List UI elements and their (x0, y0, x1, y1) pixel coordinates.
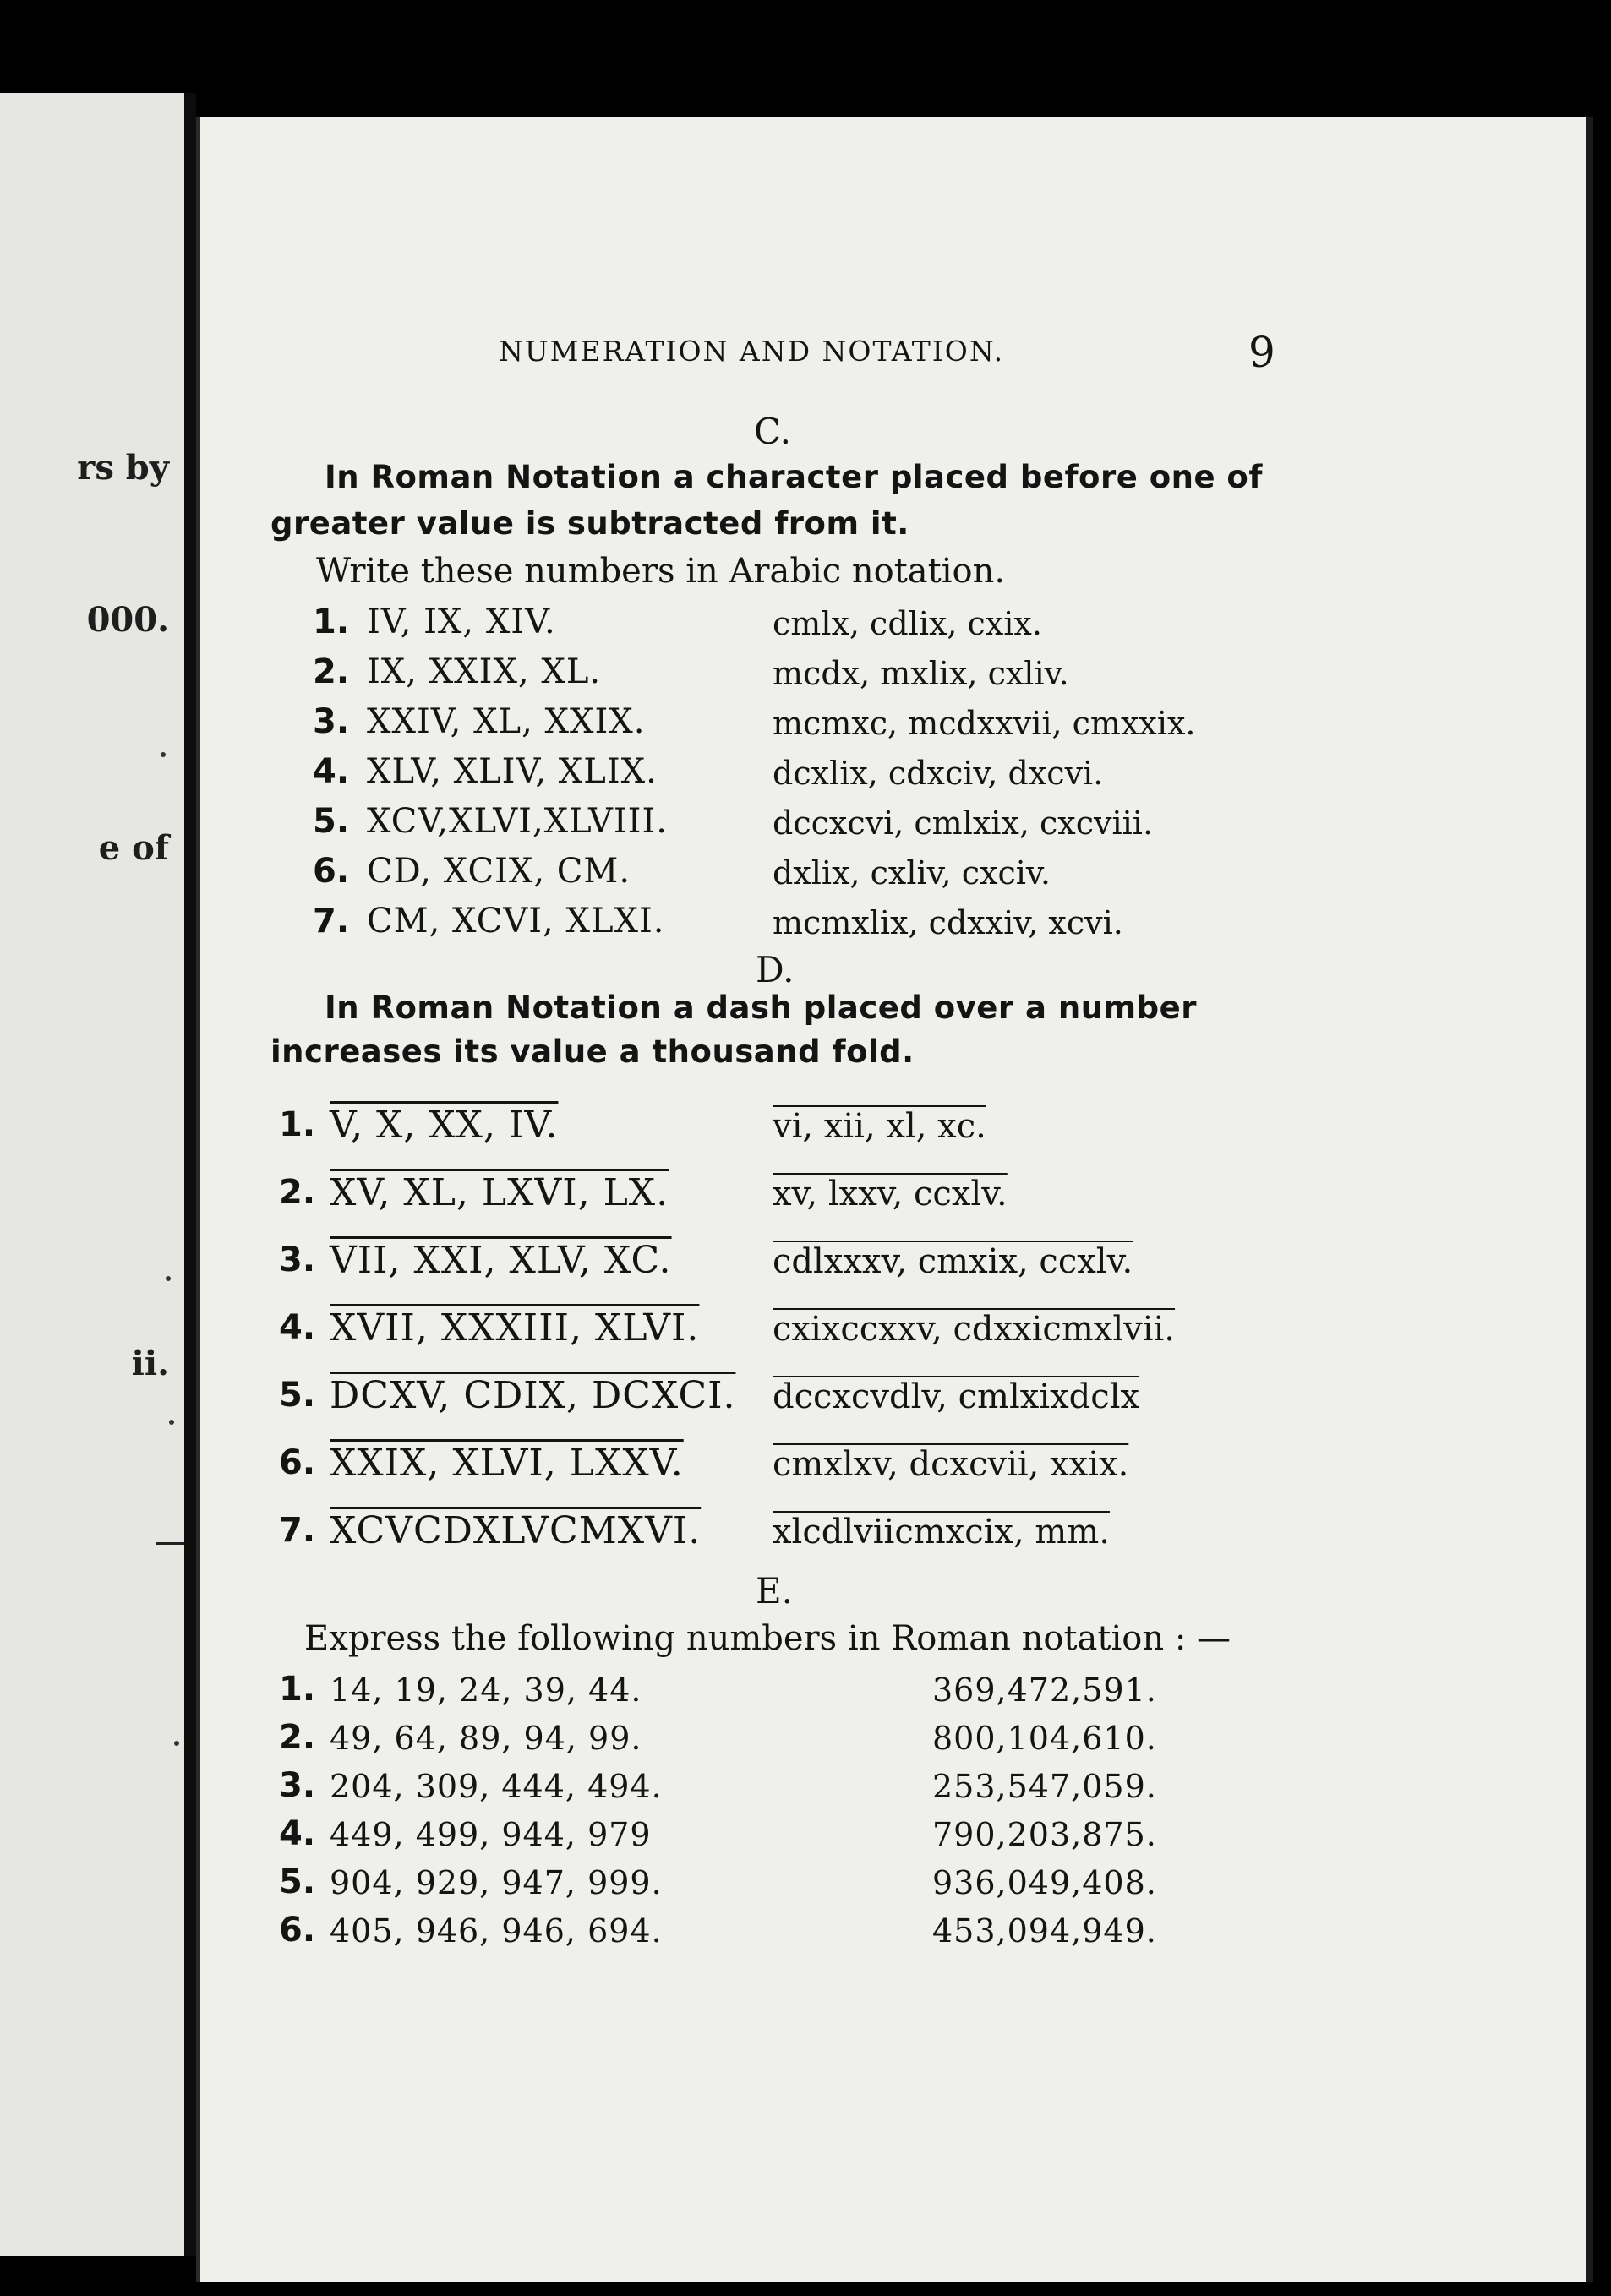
roman-numerals: CD, XCIX, CM. (367, 852, 631, 891)
lowercase-numerals: dccxcvi, cmlxix, cxcviii. (773, 804, 1154, 842)
lowercase-numerals: cmlx, cdlix, cxix. (773, 605, 1042, 642)
section-e-instruction: Express the following numbers in Roman notation : — (304, 1619, 1231, 1658)
row-number: 2. (279, 1718, 316, 1757)
section-e-heading: E. (756, 1570, 794, 1612)
lowercase-numerals: dxlix, cxliv, cxciv. (773, 854, 1051, 892)
large-arabic-number: 453,094,949. (932, 1912, 1157, 1950)
row-number: 1. (279, 1670, 316, 1709)
page-corner (1553, 117, 1590, 130)
lowercase-numerals-overlined: cmxlxv, dcxcvii, xxix. (773, 1445, 1129, 1484)
section-d-rule: increases its value a thousand fold. (270, 1033, 915, 1070)
roman-numerals-overlined: DCXV, CDIX, DCXCI. (330, 1374, 736, 1417)
row-number: 6. (313, 852, 350, 891)
section-c-rule: greater value is subtracted from it. (270, 505, 909, 542)
page-speck (166, 1276, 171, 1281)
lowercase-numerals-overlined: xv, lxxv, ccxlv. (773, 1175, 1008, 1213)
row-number: 4. (279, 1814, 316, 1853)
large-arabic-number: 253,547,059. (932, 1768, 1157, 1805)
roman-numerals-overlined: XV, XL, LXVI, LX. (330, 1171, 669, 1214)
section-c-rule: In Roman Notation a character placed before one of (325, 459, 1263, 495)
lowercase-numerals-overlined: vi, xii, xl, xc. (773, 1107, 986, 1146)
arabic-numbers: 49, 64, 89, 94, 99. (330, 1720, 642, 1757)
arabic-numbers: 449, 499, 944, 979 (330, 1816, 652, 1853)
lowercase-numerals: mcdx, mxlix, cxliv. (773, 655, 1069, 692)
row-number: 7. (279, 1511, 316, 1550)
roman-numerals: IV, IX, XIV. (367, 603, 556, 641)
row-number: 2. (279, 1173, 316, 1212)
row-number: 4. (313, 752, 350, 791)
arabic-numbers: 204, 309, 444, 494. (330, 1768, 663, 1805)
left-page-fragment: ii. (131, 1344, 169, 1383)
book-gutter (184, 93, 196, 2256)
section-d-heading: D. (756, 949, 795, 990)
left-page-fragment: 000. (86, 600, 169, 640)
row-number: 7. (313, 902, 350, 941)
roman-numerals: IX, XXIX, XL. (367, 652, 602, 691)
row-number: 2. (313, 652, 350, 691)
roman-numerals: XLV, XLIV, XLIX. (367, 752, 658, 791)
arabic-numbers: 405, 946, 946, 694. (330, 1912, 663, 1950)
row-number: 6. (279, 1443, 316, 1482)
roman-numerals-overlined: V, X, XX, IV. (330, 1104, 559, 1147)
book-page (196, 117, 1593, 2282)
large-arabic-number: 790,203,875. (932, 1816, 1157, 1853)
roman-numerals-overlined: XCVCDXLVCMXVI. (330, 1509, 702, 1552)
lowercase-numerals-overlined: cdlxxxv, cmxix, ccxlv. (773, 1242, 1133, 1281)
page-speck (161, 752, 166, 757)
row-number: 5. (313, 802, 350, 841)
roman-numerals: CM, XCVI, XLXI. (367, 902, 665, 941)
left-facing-page (0, 93, 184, 2256)
lowercase-numerals-overlined: dccxcvdlv, cmlxixdclx (773, 1377, 1140, 1416)
section-c-instruction: Write these numbers in Arabic notation. (316, 552, 1006, 591)
page-speck (169, 1420, 174, 1425)
left-page-fragment: e of (98, 828, 169, 868)
page-speck (174, 1741, 179, 1746)
left-page-rule (156, 1542, 184, 1545)
row-number: 4. (279, 1308, 316, 1347)
roman-numerals-overlined: XVII, XXXIII, XLVI. (330, 1306, 700, 1350)
row-number: 1. (313, 603, 350, 641)
lowercase-numerals: mcmxc, mcdxxvii, cmxxix. (773, 705, 1196, 742)
running-header: NUMERATION AND NOTATION. (499, 335, 1005, 368)
row-number: 5. (279, 1862, 316, 1901)
row-number: 3. (279, 1241, 316, 1279)
roman-numerals: XCV,XLVI,XLVIII. (367, 802, 668, 841)
row-number: 6. (279, 1911, 316, 1950)
large-arabic-number: 936,049,408. (932, 1864, 1157, 1901)
arabic-numbers: 904, 929, 947, 999. (330, 1864, 663, 1901)
roman-numerals-overlined: VII, XXI, XLV, XC. (330, 1239, 672, 1282)
left-page-fragment: rs by (77, 448, 169, 488)
lowercase-numerals: mcmxlix, cdxxiv, xcvi. (773, 904, 1123, 941)
lowercase-numerals: dcxlix, cdxciv, dxcvi. (773, 755, 1104, 792)
large-arabic-number: 800,104,610. (932, 1720, 1157, 1757)
roman-numerals-overlined: XXIX, XLVI, LXXV. (330, 1442, 684, 1485)
large-arabic-number: 369,472,591. (932, 1672, 1157, 1709)
lowercase-numerals-overlined: cxixccxxv, cdxxicmxlvii. (773, 1310, 1176, 1349)
arabic-numbers: 14, 19, 24, 39, 44. (330, 1672, 642, 1709)
row-number: 3. (313, 702, 350, 741)
section-d-rule: In Roman Notation a dash placed over a number (325, 990, 1197, 1026)
row-number: 1. (279, 1105, 316, 1144)
section-c-heading: C. (754, 411, 791, 452)
row-number: 3. (279, 1766, 316, 1805)
row-number: 5. (279, 1376, 316, 1415)
lowercase-numerals-overlined: xlcdlviicmxcix, mm. (773, 1513, 1110, 1552)
roman-numerals: XXIV, XL, XXIX. (367, 702, 646, 741)
page-number: 9 (1248, 328, 1275, 377)
